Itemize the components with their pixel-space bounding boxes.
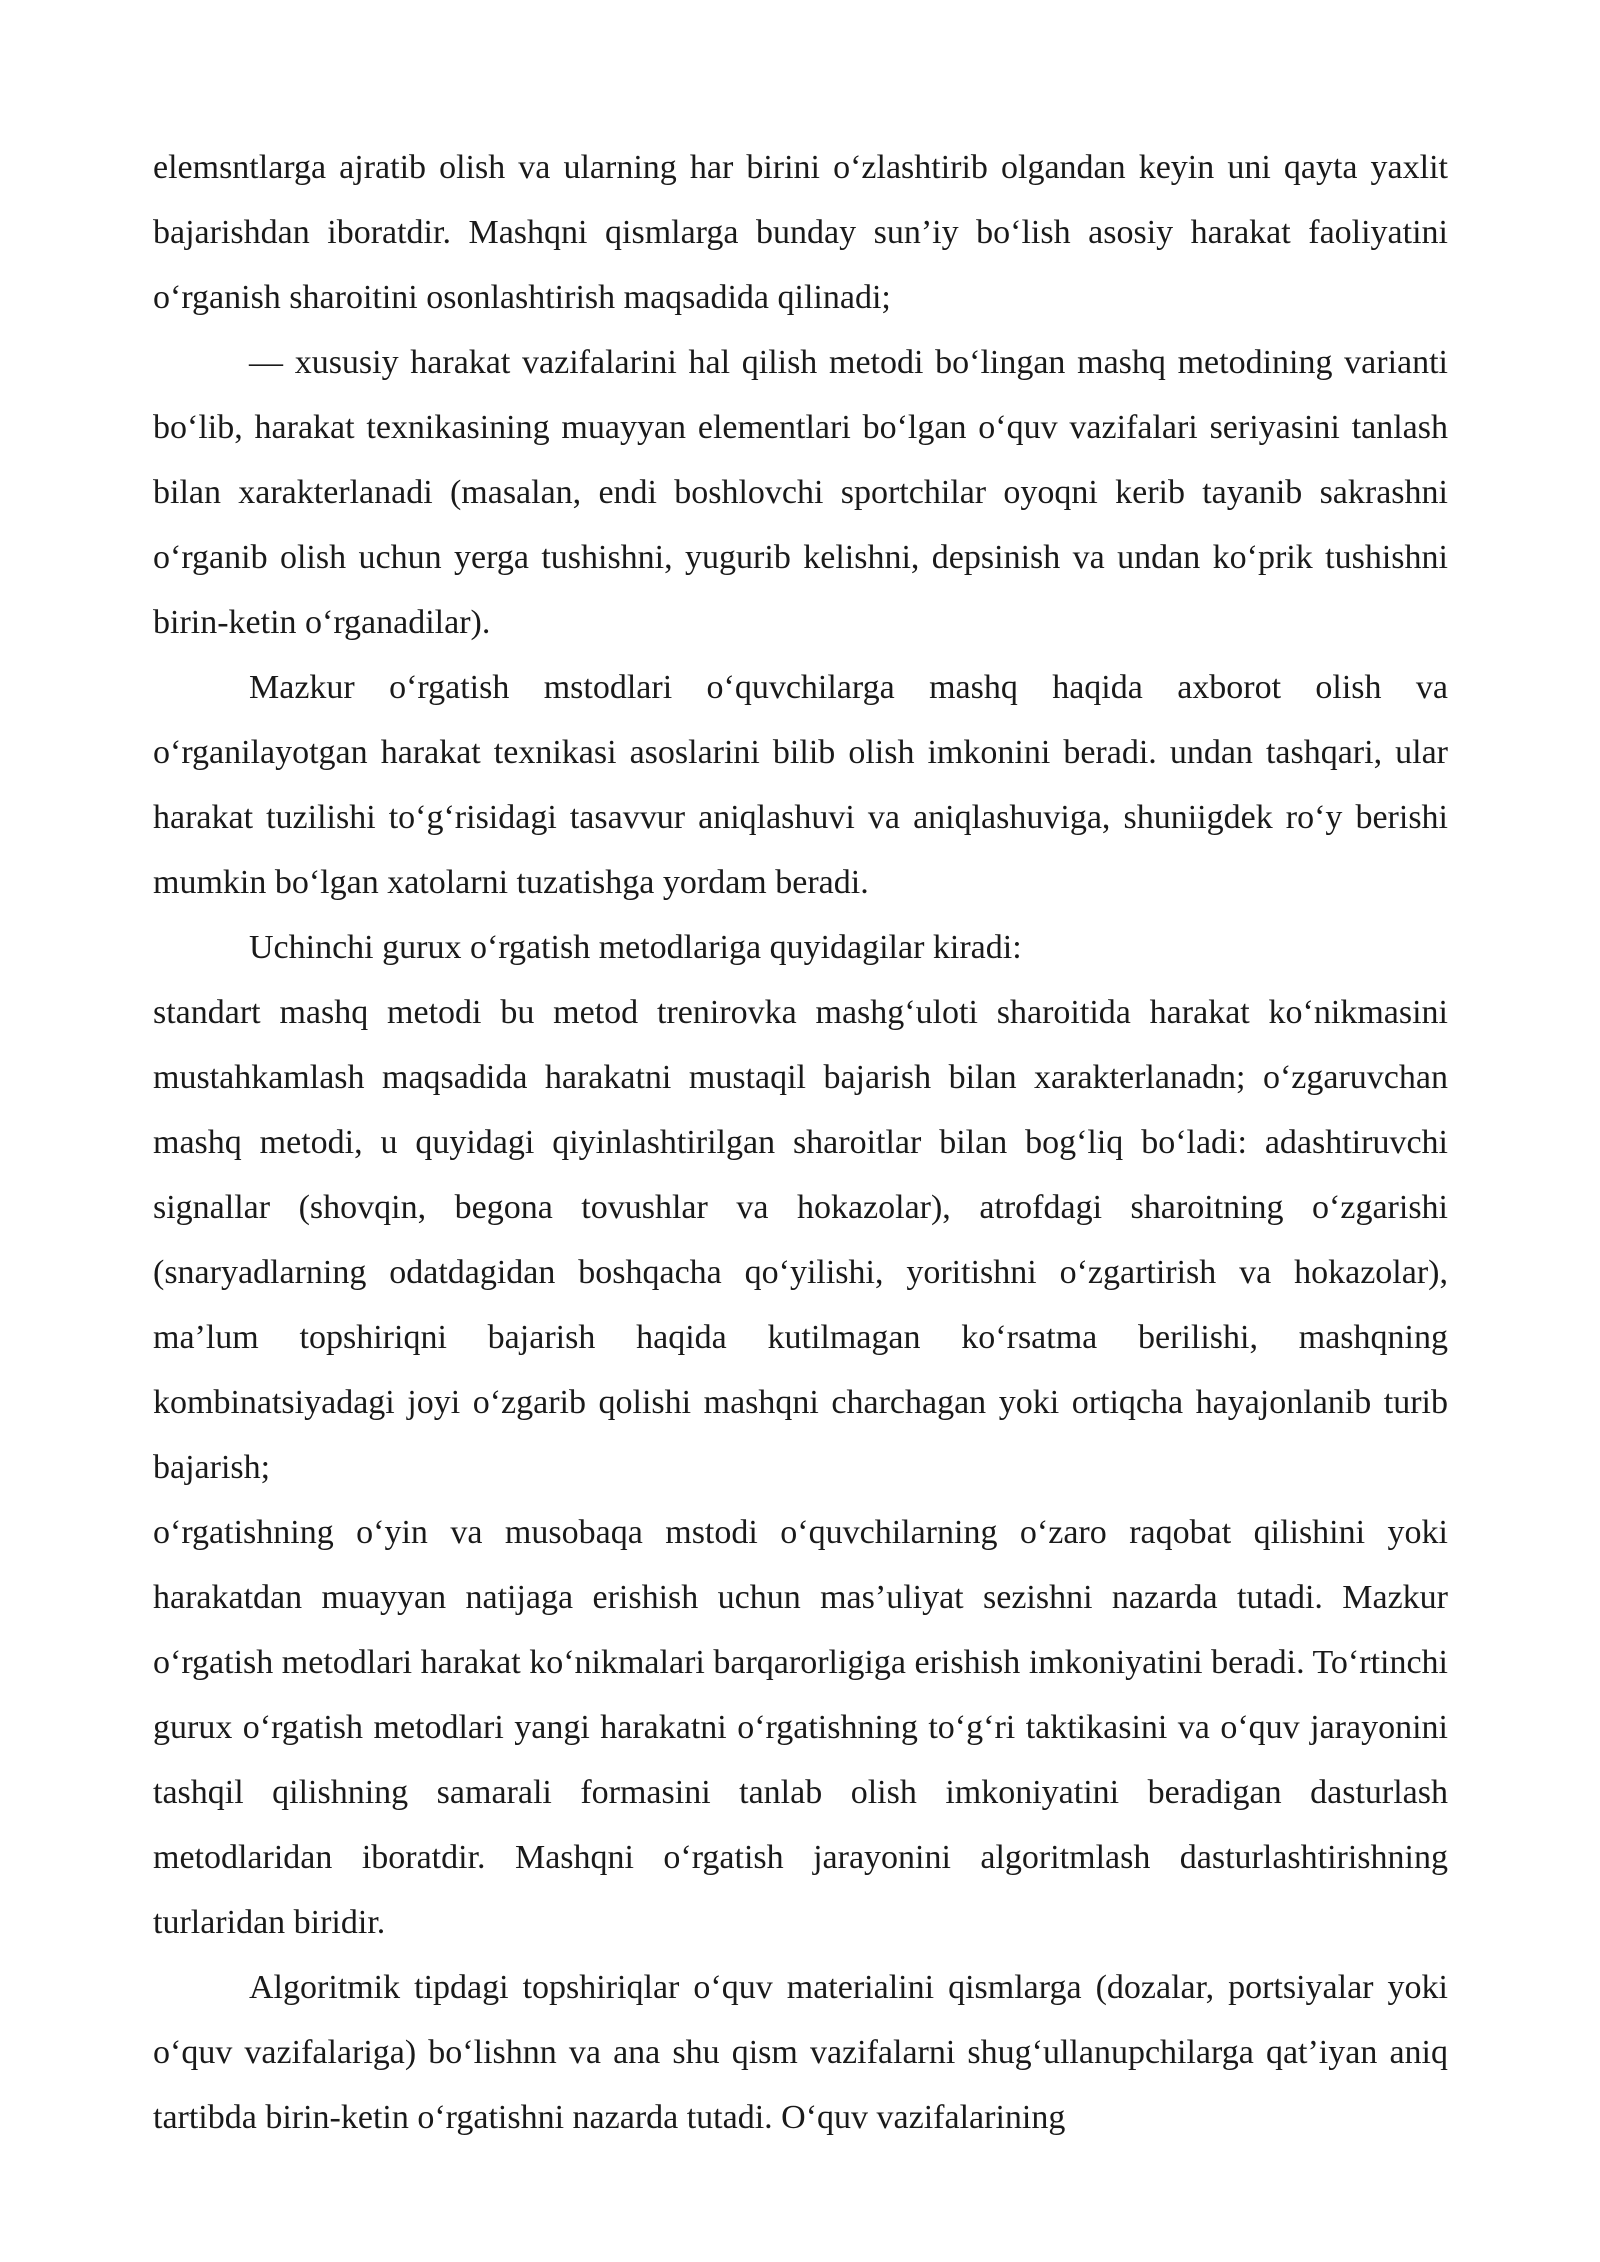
paragraph: standart mashq metodi bu metod trenirovka mashg‘uloti sharoitida harakat ko‘nikmasini mustahkamlash maqsadida harakatni mustaqil bajarish bilan xarakterlanadn; o‘zgaruvchan mashq metodi, u quyidagi qiyinlashtirilgan sharoitlar bilan bog‘liq bo‘ladi: adashtiruvchi signallar (shovqin, begona tovushlar va hokazolar), atrofdagi sharoitning o‘zgarishi (snaryadlarning odatdagidan boshqacha qo‘yilishi, yoritishni o‘zgartirish va hokazolar), ma’lum topshiriqni bajarish haqida kutilmagan ko‘rsatma berilishi, mashqning kombinatsiyadagi joyi o‘zgarib qolishi mashqni charchagan yoki ortiqcha hayajonlanib turib bajarish; (153, 994, 1448, 1486)
paragraph: Algoritmik tipdagi topshiriqlar o‘quv materialini qismlarga (dozalar, portsiyalar yoki o‘quv vazifalariga) bo‘lishnn va ana shu qism vazifalarni shug‘ullanupchilarga qat’iyan aniq tartibda birin-ketin o‘rgatishni nazarda tutadi. O‘quv vazifalarining (153, 1969, 1448, 2136)
document-body (153, 135, 1448, 2150)
paragraph: Uchinchi gurux o‘rgatish metodlariga quyidagilar kiradi: (249, 929, 1022, 966)
paragraph: Mazkur o‘rgatish mstodlari o‘quvchilarga mashq haqida axborot olish va o‘rganilayotgan harakat texnikasi asoslarini bilib olish imkonini beradi. undan tashqari, ular harakat tuzilishi to‘g‘risidagi tasavvur aniqlashuvi va aniqlashuviga, shuniigdek ro‘y berishi mumkin bo‘lgan xatolarni tuzatishga yordam beradi. (153, 669, 1448, 901)
paragraph: o‘rgatishning o‘yin va musobaqa mstodi o‘quvchilarning o‘zaro raqobat qilishini yoki harakatdan muayyan natijaga erishish uchun mas’uliyat sezishni nazarda tutadi. Mazkur o‘rgatish metodlari harakat ko‘nikmalari barqarorligiga erishish imkoniyatini beradi. To‘rtinchi gurux o‘rgatish metodlari yangi harakatni o‘rgatishning to‘g‘ri taktikasini va o‘quv jarayonini tashqil qilishning samarali formasini tanlab olish imkoniyatini beradigan dasturlash metodlaridan iboratdir. Mashqni o‘rgatish jarayonini algoritmlash dasturlashtirishning turlaridan biridir. (153, 1514, 1448, 1941)
paragraph: elemsntlarga ajratib olish va ularning har birini o‘zlashtirib olgandan keyin uni qayta yaxlit bajarishdan iboratdir. Mashqni qismlarga bunday sun’iy bo‘lish asosiy harakat faoliyatini o‘rganish sharoitini osonlashtirish maqsadida qilinadi; (153, 149, 1448, 316)
paragraph-dash-item: — xususiy harakat vazifalarini hal qilish metodi bo‘lingan mashq metodining varianti bo‘lib, harakat texnikasining muayyan elementlari bo‘lgan o‘quv vazifalari seriyasini tanlash bilan xarakterlanadi (masalan, endi boshlovchi sportchilar oyoqni kerib tayanib sakrashni o‘rganib olish uchun yerga tushishni, yugurib kelishni, depsinish va undan ko‘prik tushishni birin-ketin o‘rganadilar). (153, 344, 1448, 641)
